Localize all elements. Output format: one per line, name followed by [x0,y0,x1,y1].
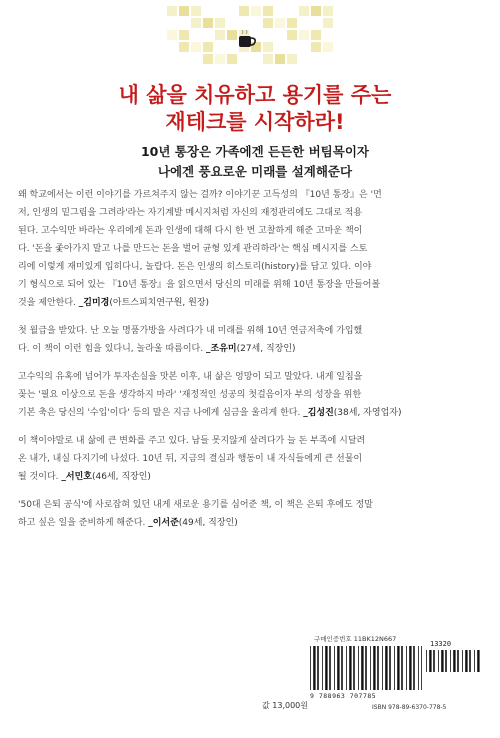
mosaic-tile [263,54,273,64]
barcode-bar [317,646,319,690]
barcode-bar [441,650,443,672]
barcode-bar [406,646,407,690]
review-line: 이 책이야말로 내 삶에 큰 변화를 주고 있다. 남들 못지않게 살려다가 늘 돈 부족에 시달려 [18,436,366,446]
mosaic-tile [179,30,189,40]
mosaic-tile [311,30,321,40]
mosaic-tile [227,54,237,64]
mosaic-tile [287,54,297,64]
headline-line-1: 내 삶을 치유하고 용기를 주는 [118,83,392,107]
review-line-text: 것을 제안한다. [18,298,76,308]
review-author-role: (38세, 자영업자) [333,408,402,418]
review-author-role: (49세, 직장인) [178,518,238,528]
headline-line-2: 재테크를 시작하라! [165,110,345,134]
review-author-role: (46세, 직장인) [91,472,151,482]
mosaic-tile [263,42,273,52]
barcode-bar [453,650,455,672]
barcode-bar [438,650,439,672]
barcode-bar [409,646,411,690]
mosaic-tile [323,18,333,28]
barcode-bar [325,646,327,690]
mosaic-tile [203,42,213,52]
mosaic-tile [287,30,297,40]
barcode-bar [337,646,339,690]
barcode-bar [426,650,427,672]
review-author: _조유미 [205,344,237,354]
review-line: 왜 학교에서는 이런 이야기를 가르쳐주지 않는 걸까? 이야기꾼 고득성의 『10년 통장』은 '먼 [18,190,382,200]
barcode-bar [353,646,355,690]
barcode-bar [365,646,367,690]
barcode-bar [429,650,431,672]
barcode-bar [457,650,459,672]
mosaic-tile [179,42,189,52]
mosaic-tile [287,18,297,28]
review-line: 첫 월급을 받았다. 난 오늘 명품가방을 사려다가 내 미래를 위해 10년 연금저축에 가입했 [18,326,363,336]
review-item [18,322,484,358]
mosaic-tile [191,6,201,16]
mosaic-tile [167,6,177,16]
review-line: 리에 이렇게 재미있게 입히다니, 놀랍다. 돈은 인생의 히스토리(history)를 담고 있다. 이야 [18,262,372,272]
barcode-bar [358,646,359,690]
barcode-bar [313,646,315,690]
mosaic-tile [311,42,321,52]
barcode-bar [361,646,363,690]
barcode-bar [334,646,335,690]
review-item [18,432,484,486]
barcode-bar [421,646,422,690]
barcode-bar [450,650,451,672]
mosaic-tile [215,18,225,28]
mosaic-tile [275,18,285,28]
review-line [18,340,484,358]
review-line: 다. '돈을 좇아가지 말고 나를 만드는 돈을 벌어 균형 있게 관리하라'는 핵심 메시지를 스토 [18,244,368,254]
isbn-number: ISBN 978-89-6370-778-5 [372,704,447,711]
subheadline-line-1: 10년 통장은 가족에겐 든든한 버팀목이자 [140,144,369,159]
review-line: 기 형식으로 되어 있는 『10년 통장』을 읽으면서 당신의 미래를 위해 10년 통장을 만들어볼 [18,280,381,290]
barcode-bar [373,646,375,690]
barcode-bar [385,646,387,690]
headline [40,82,470,136]
mosaic-tile [311,6,321,16]
review-line-text: 하고 싶은 일을 준비하게 해준다. [18,518,146,528]
barcode-digits: 9 788963 707785 [310,692,377,700]
barcode-bar [322,646,323,690]
review-line: 고수익의 유혹에 넘어가 투자손실을 맛본 이후, 내 삶은 엉망이 되고 말았다. 내게 일침을 [18,372,363,382]
review-line: 꽂는 '필요 이상으로 돈을 생각하지 마라' '재정적인 성공의 첫걸음이자 부의 성장을 위한 [18,390,362,400]
price: 값 13,000원 [262,701,308,710]
mosaic-tile [275,54,285,64]
barcode-addon-number: 13320 [430,640,452,648]
barcode-bar [370,646,371,690]
barcode-bar [341,646,343,690]
mosaic-tile [179,6,189,16]
barcode-bar [469,650,471,672]
coffee-cup-icon [236,30,258,50]
mosaic-tile [263,18,273,28]
review-author: _김성진 [303,408,334,418]
mosaic-tile [251,6,261,16]
barcode-bar [310,646,311,690]
review-author: _서민호 [61,472,92,482]
review-list [18,186,484,542]
mosaic-tile [191,42,201,52]
purchase-code-label: 구매인증번호 11BK12N667 [314,635,397,643]
review-line [18,514,484,532]
barcode-bar [389,646,391,690]
review-author: _이서준 [148,518,179,528]
review-line: 된다. 고수익만 바라는 우리에게 돈과 인생에 대해 다시 한 번 고찰하게 해준 고마운 책이 [18,226,363,236]
mosaic-tile [239,6,249,16]
review-line: 저, 인생의 밑그림을 그려라'라는 자기계발 메시지처럼 자신의 재정관리에도 그대로 적용 [18,208,363,218]
barcode-bar [445,650,447,672]
review-item [18,368,484,422]
barcode-bar [397,646,399,690]
addon-barcode [426,650,481,672]
review-item [18,186,484,312]
barcode-bar [401,646,403,690]
barcode-bar [394,646,395,690]
barcode-bar [477,650,479,672]
mosaic-tile [203,18,213,28]
review-author-role: (아트스피치연구원, 원장) [109,298,210,308]
barcode-bar [349,646,351,690]
review-line [18,294,484,312]
barcode-bar [329,646,331,690]
review-line: '50대 은퇴 공식'에 사로잡혀 있던 내게 새로운 용기를 심어준 책, 이 책은 은퇴 후에도 정말 [18,500,373,510]
mosaic-tile [215,54,225,64]
barcode-bar [413,646,415,690]
isbn-barcode [310,646,422,690]
barcode-block [310,634,485,714]
barcode-bar [474,650,475,672]
mosaic-tile [263,6,273,16]
mosaic-tile [203,54,213,64]
barcode-bar [418,646,419,690]
mosaic-tile [323,42,333,52]
barcode-bar [382,646,383,690]
barcode-bar [462,650,463,672]
subheadline [40,142,470,182]
review-line-text: 다. 이 책이 이런 힘을 있다니, 놀라울 따름이다. [18,344,204,354]
barcode-bar [433,650,435,672]
review-line [18,404,484,422]
review-item [18,496,484,532]
review-author: _김미경 [78,298,110,308]
review-line-text: 될 것이다. [18,472,59,482]
review-author-role: (27세, 직장인) [236,344,296,354]
mosaic-tile [323,6,333,16]
review-line [18,468,484,486]
mosaic-tile [191,18,201,28]
mosaic-tile [299,30,309,40]
barcode-bar [346,646,347,690]
mosaic-tile [167,30,177,40]
mosaic-tile [215,30,225,40]
subheadline-line-2: 나에겐 풍요로운 미래를 설계해준다 [157,164,353,179]
barcode-bar [377,646,379,690]
barcode-bar [465,650,467,672]
mosaic-tile [299,6,309,16]
review-line: 온 내가, 내실 다지기에 나섰다. 10년 뒤, 지금의 결심과 행동이 내 자식들에게 큰 선물이 [18,454,363,464]
review-line-text: 기본 축은 당신의 '수입'이다' 등의 말은 지금 나에게 심금을 울리게 한다. [18,408,301,418]
